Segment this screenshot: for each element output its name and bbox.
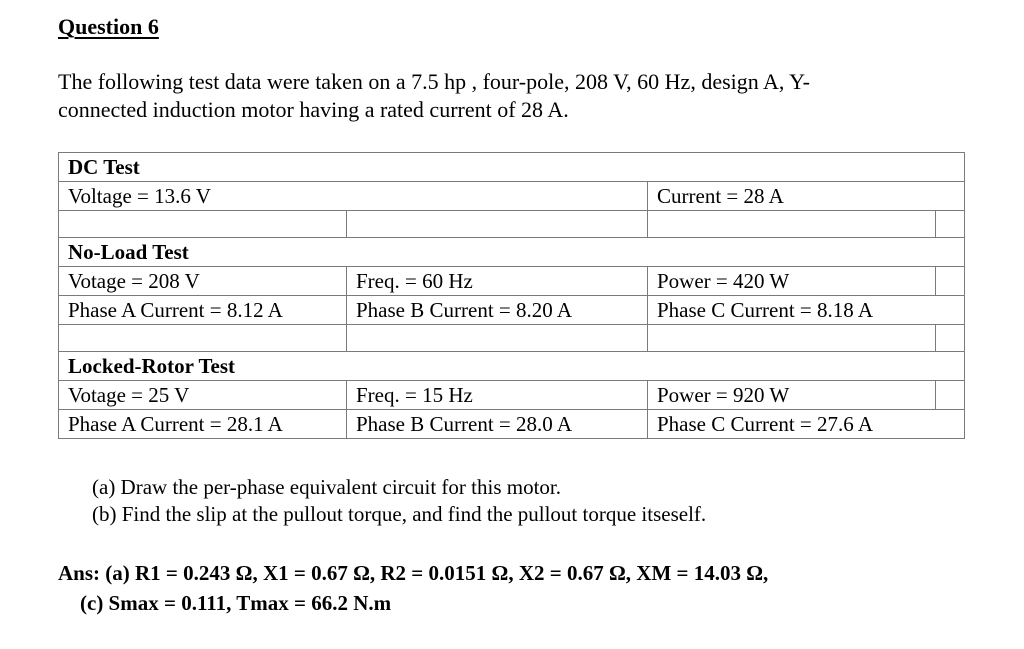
locked-rotor-power: Power = 920 W xyxy=(648,381,936,410)
locked-rotor-frequency: Freq. = 15 Hz xyxy=(347,381,648,410)
intro-line-1: The following test data were taken on a 7.5 hp , four-pole, 208 V, 60 Hz, design A, Y- xyxy=(58,69,810,94)
locked-rotor-test-title: Locked-Rotor Test xyxy=(59,352,965,381)
dc-test-row xyxy=(59,182,965,211)
question-items xyxy=(92,474,706,528)
dc-test-title-row xyxy=(59,153,965,182)
locked-rotor-voltage: Votage = 25 V xyxy=(59,381,347,410)
question-heading: Question 6 xyxy=(58,14,159,39)
spacer-row xyxy=(59,325,965,352)
empty-cell xyxy=(347,325,648,352)
dc-test-voltage: Voltage = 13.6 V xyxy=(59,182,648,211)
locked-rotor-row-2 xyxy=(59,410,965,439)
locked-rotor-title-row xyxy=(59,352,965,381)
answer-line-1: Ans: (a) R1 = 0.243 Ω, X1 = 0.67 Ω, R2 = 0.0151 Ω, X2 = 0.67 Ω, XM = 14.03 Ω, xyxy=(58,561,769,585)
empty-cell xyxy=(648,325,936,352)
no-load-voltage: Votage = 208 V xyxy=(59,267,347,296)
no-load-frequency: Freq. = 60 Hz xyxy=(347,267,648,296)
no-load-title-row xyxy=(59,238,965,267)
no-load-phase-b-current: Phase B Current = 8.20 A xyxy=(347,296,648,325)
answer-line-2: (c) Smax = 0.111, Tmax = 66.2 N.m xyxy=(80,591,392,615)
empty-cell xyxy=(59,211,347,238)
dc-test-title: DC Test xyxy=(59,153,965,182)
no-load-row-1 xyxy=(59,267,965,296)
intro-line-2: connected induction motor having a rated current of 28 A. xyxy=(58,97,569,122)
empty-cell xyxy=(936,211,965,238)
spacer-row xyxy=(59,211,965,238)
no-load-power: Power = 420 W xyxy=(648,267,936,296)
no-load-row-2 xyxy=(59,296,965,325)
locked-rotor-phase-b-current: Phase B Current = 28.0 A xyxy=(347,410,648,439)
question-intro xyxy=(58,68,958,124)
empty-cell xyxy=(347,211,648,238)
no-load-phase-c-current: Phase C Current = 8.18 A xyxy=(648,296,965,325)
dc-test-current: Current = 28 A xyxy=(648,182,965,211)
answer-block xyxy=(58,558,768,618)
locked-rotor-phase-a-current: Phase A Current = 28.1 A xyxy=(59,410,347,439)
empty-cell xyxy=(59,325,347,352)
question-item-b: (b) Find the slip at the pullout torque, and find the pullout torque itseself. xyxy=(92,502,707,526)
no-load-phase-a-current: Phase A Current = 8.12 A xyxy=(59,296,347,325)
locked-rotor-row-1 xyxy=(59,381,965,410)
empty-cell xyxy=(648,211,936,238)
empty-cell xyxy=(936,381,965,410)
test-data-table xyxy=(58,152,965,439)
locked-rotor-phase-c-current: Phase C Current = 27.6 A xyxy=(648,410,965,439)
no-load-test-title: No-Load Test xyxy=(59,238,965,267)
question-item-a: (a) Draw the per-phase equivalent circuit for this motor. xyxy=(92,475,561,499)
empty-cell xyxy=(936,267,965,296)
empty-cell xyxy=(936,325,965,352)
